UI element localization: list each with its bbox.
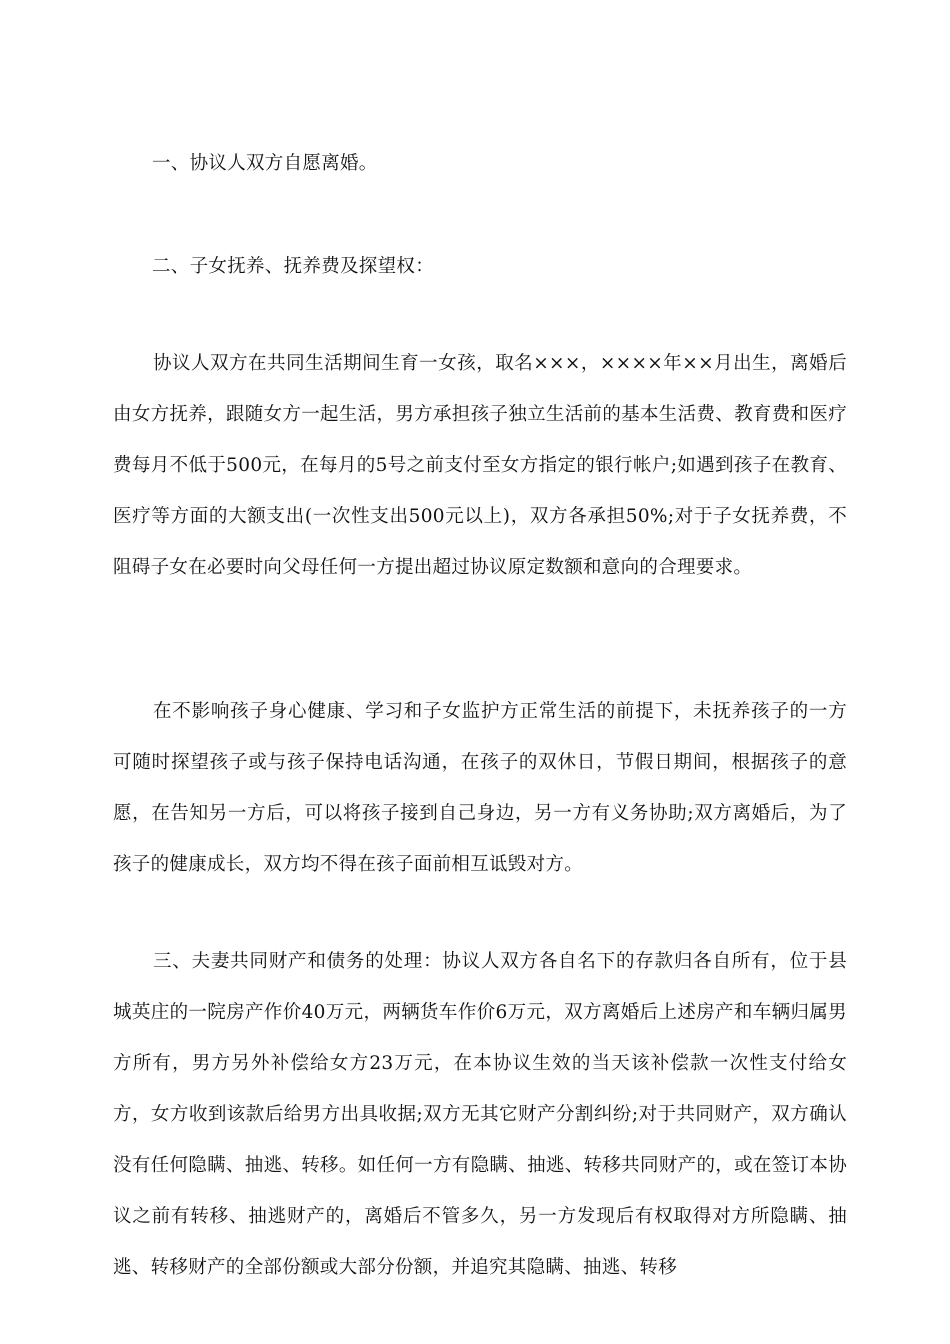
section-heading-2: 二、子女抚养、抚养费及探望权： (152, 256, 435, 277)
paragraph-property-division: 三、夫妻共同财产和债务的处理：协议人双方各自名下的存款归各自所有，位于县城英庄的一院房产作价40万元，两辆货车作价6万元，双方离婚后上述房产和车辆归属男方所有，男方另外补偿给女方23万元，在本协议生效的当天该补偿款一次性支付给女方，女方收到该款后给男方出具收据;双方无其它财产分割纠纷;对于共同财产，双方确认没有任何隐瞒、抽逃、转移。如任何一方有隐瞒、抽逃、转移共同财产的，或在签订本协议之前有转移、抽逃财产的，离婚后不管多久，另一方发现后有权取得对方所隐瞒、抽逃、转移财产的全部份额或大部分份额，并追究其隐瞒、抽逃、转移 (113, 951, 848, 1278)
paragraph-visitation-rights: 在不影响孩子身心健康、学习和子女监护方正常生活的前提下，未抚养孩子的一方可随时探望孩子或与孩子保持电话沟通，在孩子的双休日，节假日期间，根据孩子的意愿，在告知另一方后，可以将孩子接到自己身边，另一方有义务协助;双方离婚后，为了孩子的健康成长，双方均不得在孩子面前相互诋毁对方。 (113, 701, 847, 875)
paragraph-child-support: 协议人双方在共同生活期间生育一女孩，取名×××，××××年××月出生，离婚后由女方抚养，跟随女方一起生活，男方承担孩子独立生活前的基本生活费、教育费和医疗费每月不低于500元，在每月的5号之前支付至女方指定的银行帐户;如遇到孩子在教育、医疗等方面的大额支出(一次性支出500元以上)，双方各承担50%;对于子女抚养费，不阻碍子女在必要时向父母任何一方提出超过协议原定数额和意向的合理要求。 (113, 353, 847, 578)
section-heading-1: 一、协议人双方自愿离婚。 (152, 153, 378, 174)
